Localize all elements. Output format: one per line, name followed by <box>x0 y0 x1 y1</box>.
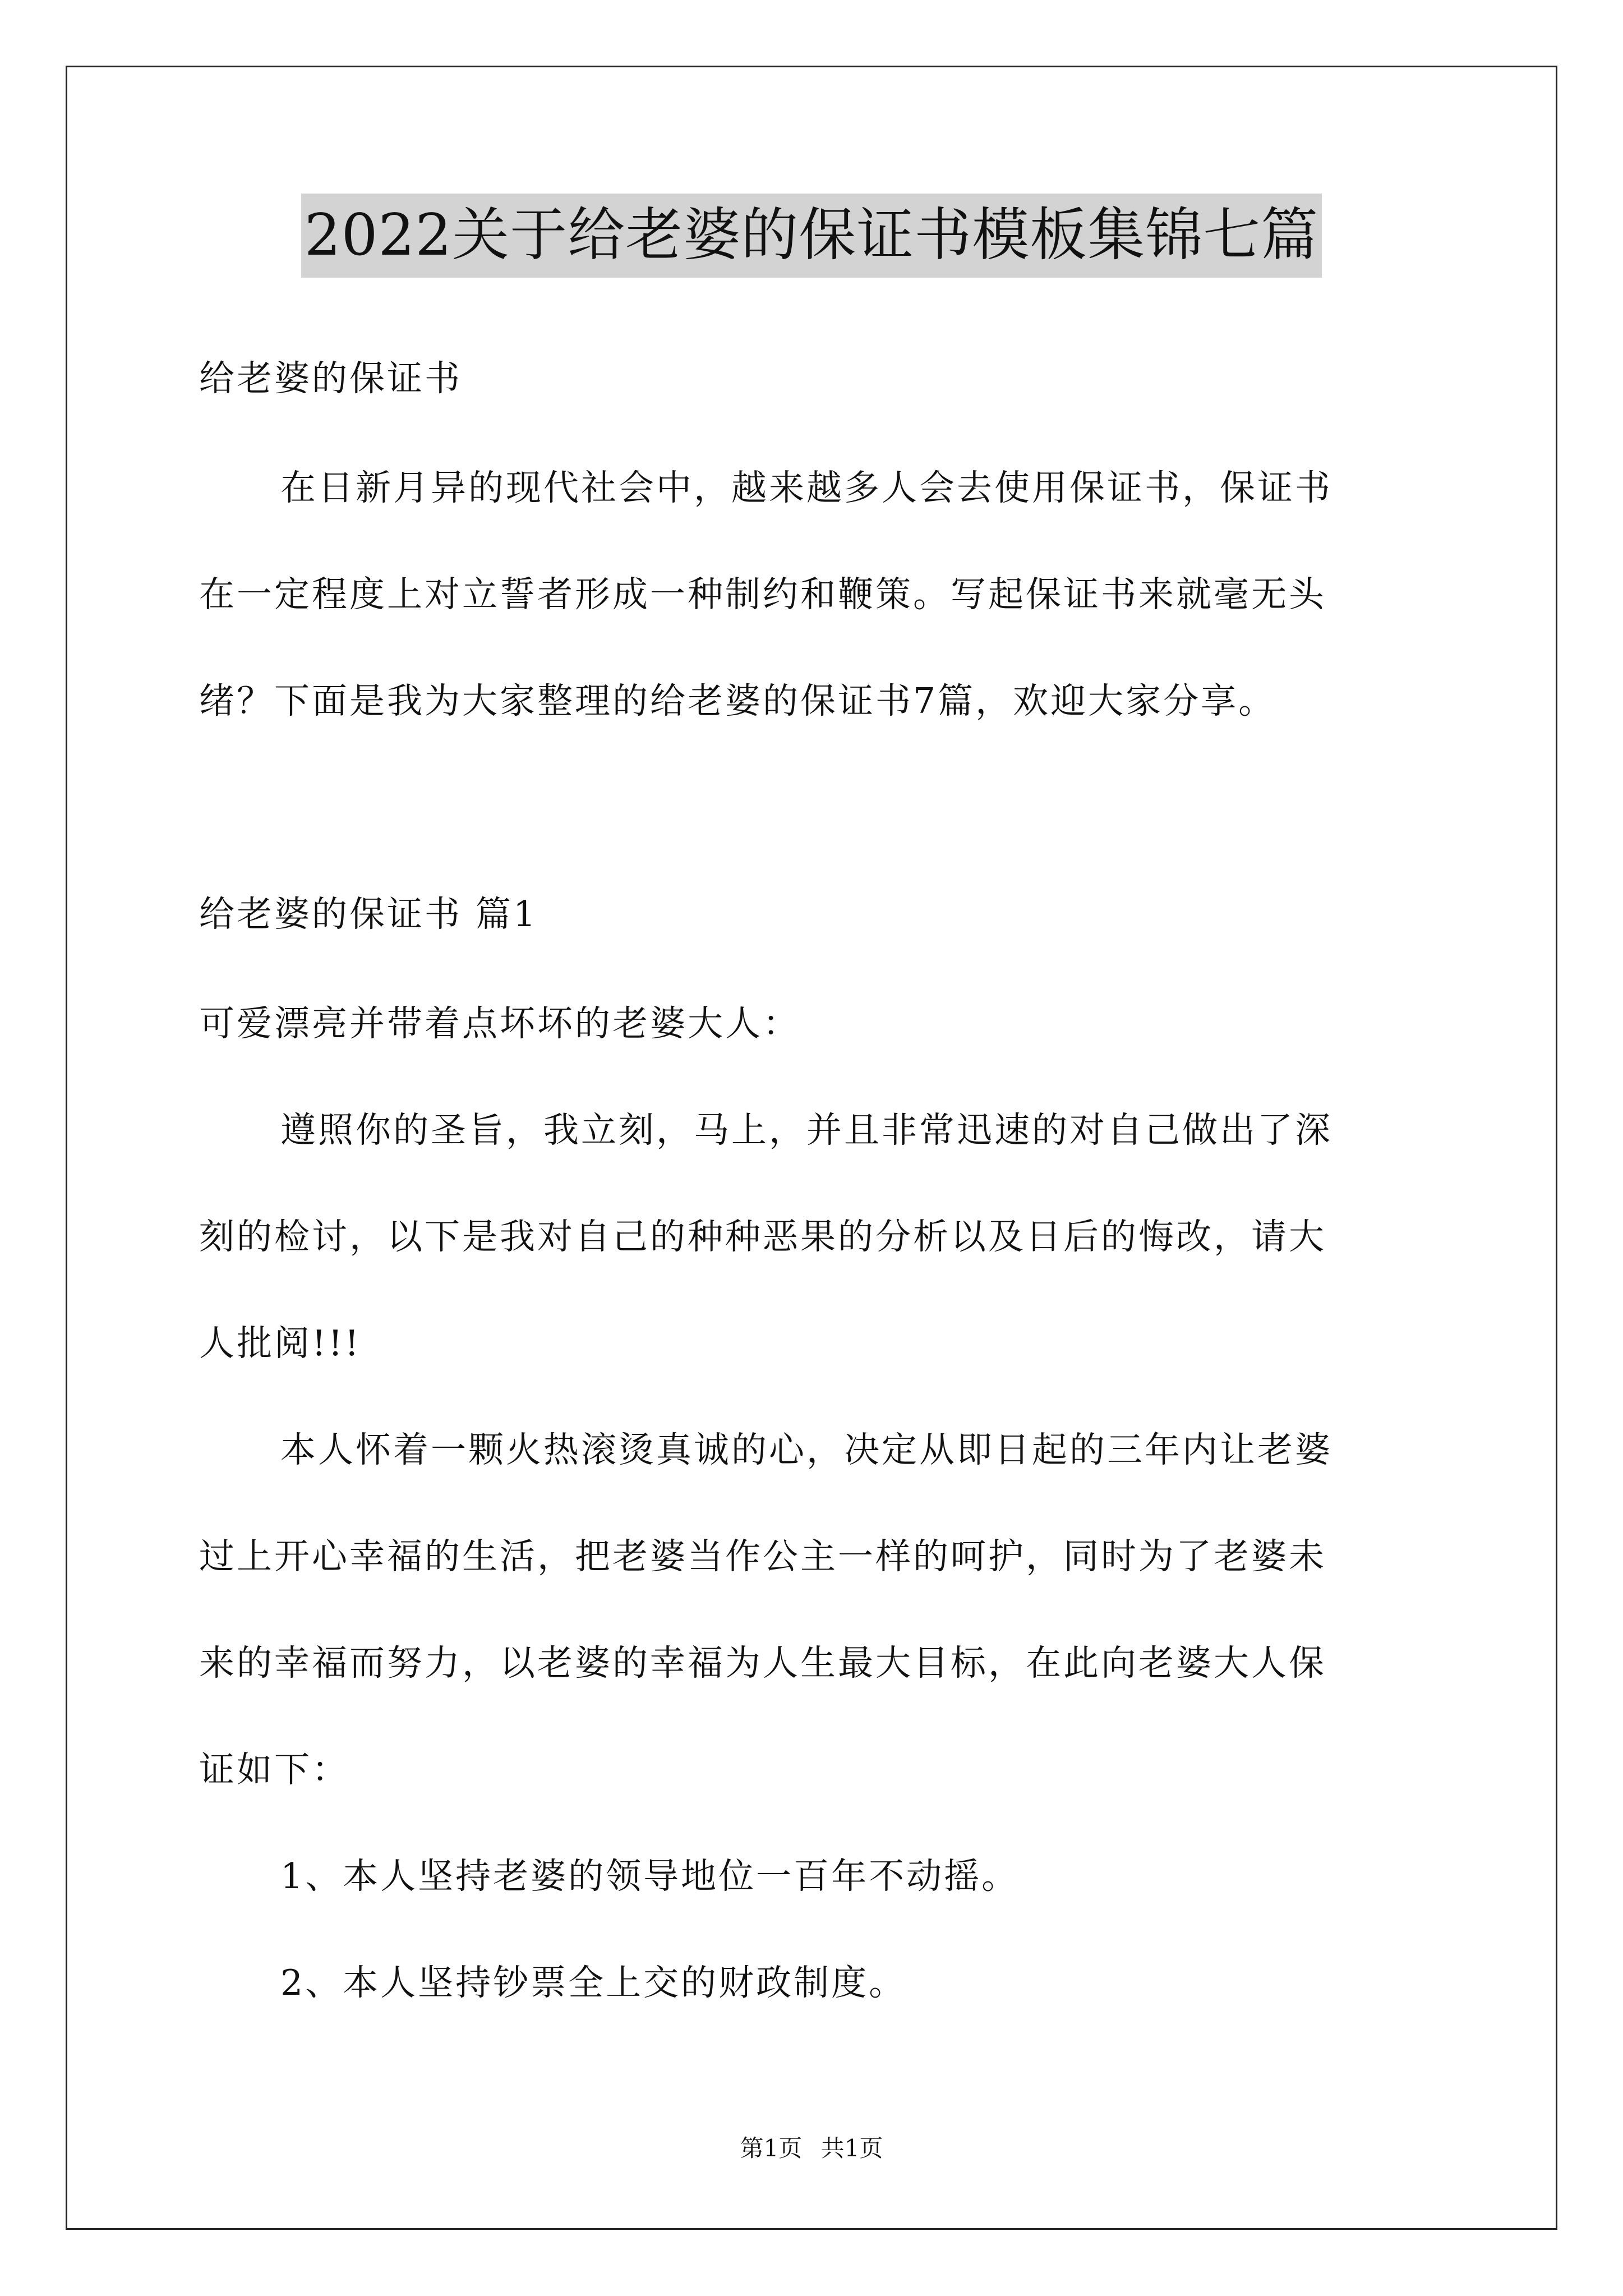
page-footer <box>0 2132 1623 2165</box>
section-heading: 给老婆的保证书 <box>199 358 462 399</box>
list-item: 1、本人坚持老婆的领导地位一百年不动摇。 <box>280 1856 1020 1897</box>
paragraph-line: 在日新月异的现代社会中，越来越多人会去使用保证书，保证书 <box>280 467 1332 508</box>
paragraph-line: 本人怀着一颗火热滚烫真诚的心，决定从即日起的三年内让老婆 <box>280 1429 1332 1470</box>
paragraph-line: 证如下： <box>199 1749 349 1790</box>
paragraph-line: 刻的检讨，以下是我对自己的种种恶果的分析以及日后的悔改，请大 <box>199 1216 1326 1257</box>
salutation: 可爱漂亮并带着点坏坏的老婆大人： <box>199 1003 800 1044</box>
paragraph-line: 绪？下面是我为大家整理的给老婆的保证书7篇，欢迎大家分享。 <box>199 680 1276 721</box>
list-item: 2、本人坚持钞票全上交的财政制度。 <box>280 1962 907 2003</box>
paragraph-line: 来的幸福而努力，以老婆的幸福为人生最大目标，在此向老婆大人保 <box>199 1642 1326 1683</box>
section-heading: 给老婆的保证书 篇1 <box>199 894 538 935</box>
document-title: 2022关于给老婆的保证书模板集锦七篇 <box>301 194 1322 278</box>
page-number: 第1页 <box>740 2134 803 2162</box>
page-total: 共1页 <box>820 2134 883 2162</box>
paragraph-line: 过上开心幸福的生活，把老婆当作公主一样的呵护，同时为了老婆未 <box>199 1536 1326 1577</box>
title-container <box>0 194 1623 278</box>
paragraph-line: 人批阅!!! <box>199 1323 361 1364</box>
paragraph-line: 在一定程度上对立誓者形成一种制约和鞭策。写起保证书来就毫无头 <box>199 574 1326 615</box>
paragraph-line: 遵照你的圣旨，我立刻，马上，并且非常迅速的对自己做出了深 <box>280 1110 1332 1151</box>
